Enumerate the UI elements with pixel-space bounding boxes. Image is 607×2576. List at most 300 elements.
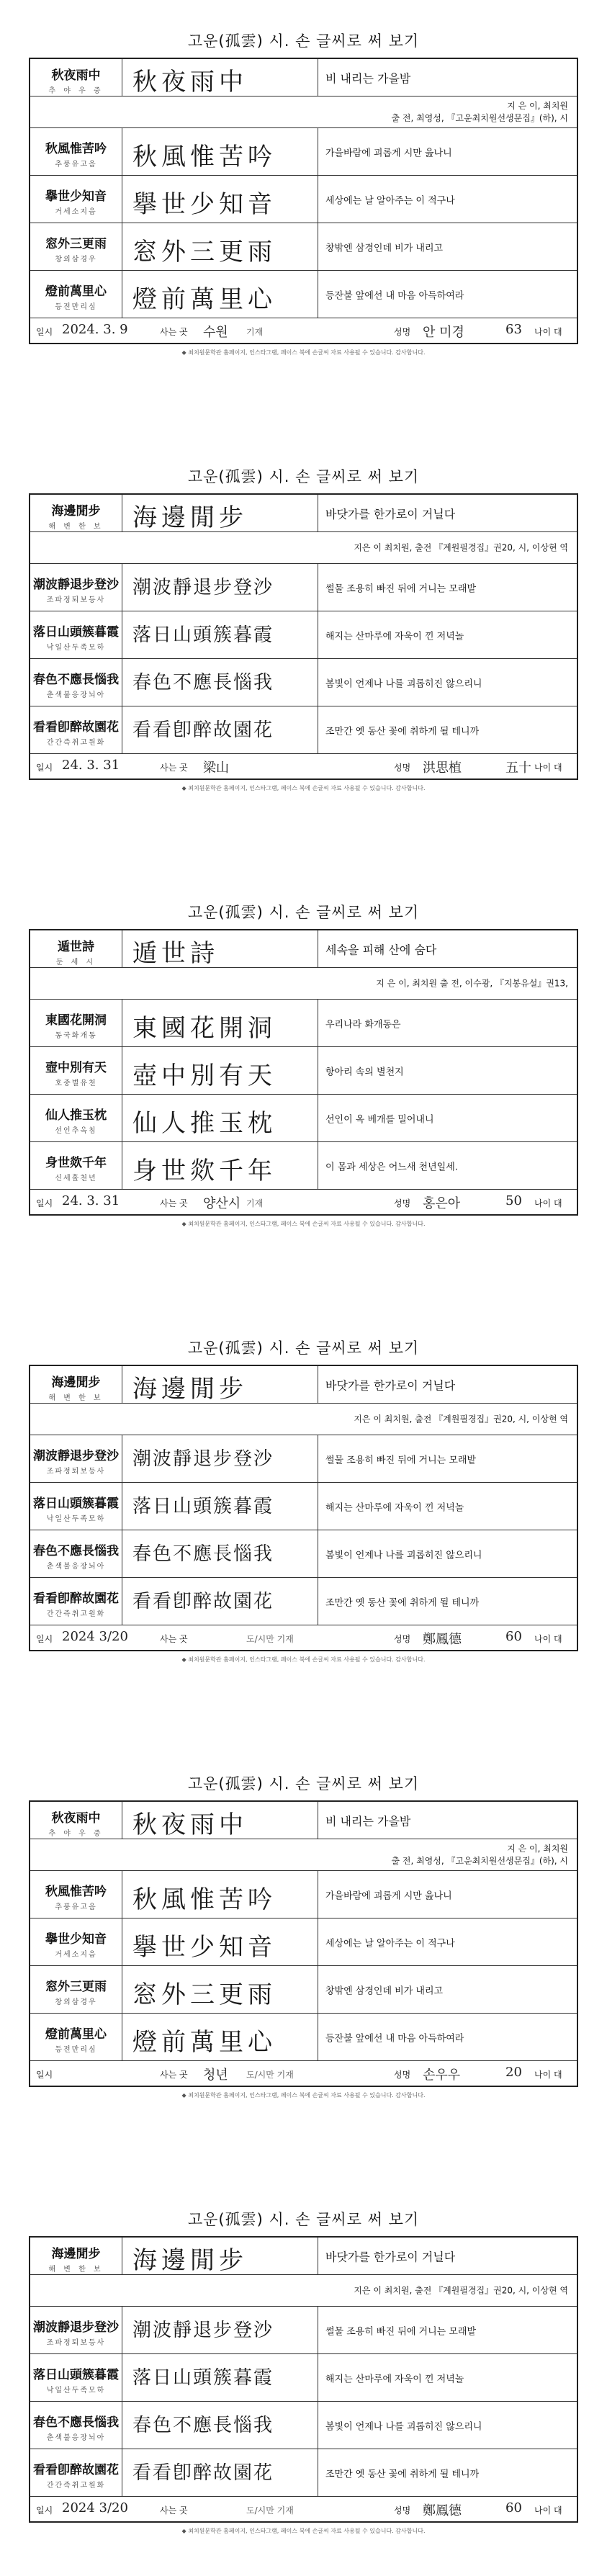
poem-title-reading: 추 야 우 중 bbox=[48, 87, 104, 95]
poem-title-row bbox=[30, 59, 577, 97]
poem-title-translation: 비 내리는 가을밤 bbox=[325, 1814, 411, 1828]
verse-reading: 추풍유고음 bbox=[55, 1903, 97, 1911]
date-value[interactable]: 2024 3/20 bbox=[62, 2500, 128, 2516]
verse-handwriting: 潮波靜退步登沙 bbox=[132, 577, 274, 598]
verse-handwriting-cell[interactable] bbox=[122, 1095, 318, 1141]
verse-translation: 해지는 산마루에 자욱이 낀 저녁놀 bbox=[325, 631, 464, 642]
verse-row bbox=[30, 2449, 577, 2497]
verse-hanja: 燈前萬里心 bbox=[45, 2027, 107, 2042]
name-label: 성명 bbox=[394, 327, 411, 337]
verse-hanja-cell bbox=[30, 1871, 122, 1918]
date-label: 일시 bbox=[36, 2505, 53, 2516]
verse-row bbox=[30, 1000, 577, 1047]
verse-handwriting: 壺中別有天 bbox=[132, 1062, 276, 1090]
verse-translation-cell bbox=[318, 1918, 577, 1965]
poem-title-reading: 해 변 한 보 bbox=[48, 523, 104, 531]
verse-reading: 간간즉취고원화 bbox=[46, 739, 106, 747]
name-value[interactable]: 洪思植 bbox=[423, 760, 462, 776]
verse-hanja-cell bbox=[30, 1918, 122, 1965]
source-row bbox=[30, 97, 577, 128]
verse-translation: 썰물 조용히 빠진 뒤에 거니는 모래밭 bbox=[325, 2326, 477, 2337]
poem-title-row bbox=[30, 2238, 577, 2275]
verse-hanja: 春色不應長惱我 bbox=[33, 673, 119, 687]
poem-title-hanja: 海邊閒步 bbox=[51, 1375, 101, 1390]
verse-hanja-cell bbox=[30, 176, 122, 223]
verse-reading: 조파정퇴보등사 bbox=[46, 596, 106, 604]
place-label: 사는 곳 bbox=[160, 1198, 188, 1208]
verse-hanja: 落日山頭簇暮霞 bbox=[33, 2368, 119, 2382]
verse-translation-cell bbox=[318, 659, 577, 706]
verse-translation-cell bbox=[318, 1435, 577, 1482]
poem-title-hanja-cell bbox=[30, 495, 122, 531]
verse-hanja-cell bbox=[30, 1530, 122, 1577]
poem-source bbox=[354, 1413, 568, 1425]
poem-title-hanja: 秋夜雨中 bbox=[51, 68, 101, 83]
verse-row bbox=[30, 271, 577, 318]
verse-hanja: 看看卽醉故園花 bbox=[33, 2463, 119, 2477]
place-hint: 도/시만 기재 bbox=[246, 1634, 294, 1644]
name-value[interactable]: 鄭鳳德 bbox=[423, 1632, 462, 1647]
poem-title-row bbox=[30, 495, 577, 532]
age-value[interactable]: 63 bbox=[505, 322, 522, 337]
verse-handwriting-cell[interactable] bbox=[122, 1966, 318, 2013]
verse-hanja: 潮波靜退步登沙 bbox=[33, 1449, 119, 1463]
sheet-title: 고운(孤雲) 시. 손 글씨로 써 보기 bbox=[187, 1775, 420, 1792]
age-value[interactable]: 50 bbox=[505, 1193, 522, 1208]
poem-source bbox=[354, 542, 568, 554]
verse-reading: 간간즉취고원화 bbox=[46, 1610, 106, 1618]
poem-source bbox=[391, 1843, 568, 1867]
verse-handwriting-cell[interactable] bbox=[122, 271, 318, 318]
verse-reading: 낙일산두족모하 bbox=[46, 644, 106, 652]
verse-row bbox=[30, 2307, 577, 2354]
verse-hanja-cell bbox=[30, 2354, 122, 2401]
age-label: 나이 대 bbox=[534, 1634, 562, 1644]
verse-handwriting-cell[interactable] bbox=[122, 2014, 318, 2060]
verse-handwriting: 秋風惟苦吟 bbox=[132, 143, 276, 171]
verse-translation-cell bbox=[318, 706, 577, 753]
poem-title-row bbox=[30, 1802, 577, 1839]
verse-translation: 봄빛이 언제나 나를 괴롭히진 않으리니 bbox=[325, 2421, 482, 2432]
verse-translation-cell bbox=[318, 128, 577, 175]
verse-reading: 춘색불응장뇌아 bbox=[46, 2434, 106, 2442]
verse-handwriting: 東國花開洞 bbox=[132, 1014, 276, 1043]
verse-translation-cell bbox=[318, 2402, 577, 2449]
verse-row bbox=[30, 1435, 577, 1483]
sheet-title: 고운(孤雲) 시. 손 글씨로 써 보기 bbox=[187, 904, 420, 921]
verse-translation: 조만간 옛 동산 꽃에 취하게 될 테니까 bbox=[325, 726, 480, 737]
poem-title-translation-cell bbox=[318, 1802, 577, 1839]
place-label: 사는 곳 bbox=[160, 327, 188, 337]
sheet-title: 고운(孤雲) 시. 손 글씨로 써 보기 bbox=[187, 468, 420, 485]
place-value[interactable]: 청년 bbox=[203, 2068, 228, 2083]
poem-title-hanja-cell bbox=[30, 59, 122, 96]
sheet-title: 고운(孤雲) 시. 손 글씨로 써 보기 bbox=[187, 2211, 420, 2228]
verse-hanja-cell bbox=[30, 1435, 122, 1482]
verse-row bbox=[30, 2354, 577, 2402]
age-value[interactable]: 60 bbox=[505, 2500, 522, 2516]
place-value[interactable]: 양산시 bbox=[203, 1196, 241, 1211]
verse-hanja: 壺中別有天 bbox=[45, 1061, 107, 1075]
poem-title-hanja-cell bbox=[30, 1366, 122, 1403]
verse-translation: 해지는 산마루에 자욱이 낀 저녁놀 bbox=[325, 1502, 464, 1513]
verse-handwriting-cell[interactable] bbox=[122, 1142, 318, 1189]
sheet-grid bbox=[29, 493, 578, 780]
verse-translation: 썰물 조용히 빠진 뒤에 거니는 모래밭 bbox=[325, 583, 477, 594]
verse-row bbox=[30, 1918, 577, 1966]
verse-reading: 추풍유고음 bbox=[55, 161, 97, 169]
verse-handwriting-cell[interactable] bbox=[122, 1578, 318, 1625]
name-value[interactable]: 홍은아 bbox=[423, 1196, 461, 1211]
poem-title-hanja: 遁世詩 bbox=[58, 940, 94, 954]
verse-handwriting: 窓外三更雨 bbox=[132, 1980, 276, 2009]
verse-row bbox=[30, 176, 577, 223]
verse-row bbox=[30, 1142, 577, 1190]
verse-translation: 가을바람에 괴롭게 시만 읊나니 bbox=[325, 148, 452, 158]
poem-title-handwriting-cell[interactable] bbox=[122, 2238, 318, 2274]
verse-handwriting-cell[interactable] bbox=[122, 1530, 318, 1577]
verse-hanja-cell bbox=[30, 564, 122, 611]
verse-translation: 조만간 옛 동산 꽃에 취하게 될 테니까 bbox=[325, 1597, 480, 1608]
poem-title-handwriting-cell[interactable] bbox=[122, 1802, 318, 1839]
verse-hanja: 燈前萬里心 bbox=[45, 284, 107, 299]
place-value[interactable]: 梁山 bbox=[203, 760, 229, 776]
verse-handwriting: 看看卽醉故園花 bbox=[132, 1591, 274, 1612]
verse-handwriting: 仙人推玉枕 bbox=[132, 1109, 276, 1138]
verse-handwriting: 落日山頭簇暮霞 bbox=[132, 2367, 274, 2389]
verse-handwriting-cell[interactable] bbox=[122, 564, 318, 611]
verse-translation: 선인이 옥 베개를 밀어내니 bbox=[325, 1114, 434, 1125]
verse-hanja-cell bbox=[30, 271, 122, 318]
poem-title-handwriting-cell[interactable] bbox=[122, 59, 318, 96]
name-label: 성명 bbox=[394, 1634, 411, 1644]
verse-hanja-cell bbox=[30, 1047, 122, 1094]
source-line: 출 전, 최영성, 『고운최치원선생문집』(하), 시 bbox=[391, 1855, 568, 1866]
source-row bbox=[30, 968, 577, 1000]
date-value[interactable]: 2024 3/20 bbox=[62, 1629, 128, 1644]
verse-hanja: 窓外三更雨 bbox=[45, 237, 107, 251]
verse-translation-cell bbox=[318, 1095, 577, 1141]
verse-row bbox=[30, 706, 577, 754]
verse-translation: 세상에는 날 알아주는 이 적구나 bbox=[325, 1938, 455, 1949]
poem-title-hanja-cell bbox=[30, 2238, 122, 2274]
verse-handwriting-cell[interactable] bbox=[122, 611, 318, 658]
verse-hanja: 東國花開洞 bbox=[45, 1013, 107, 1028]
usage-note: ◆ 최치원문학관 홈페이지, 인스타그램, 페이스 북에 손글씨 자료 사용될 수 있습니다. 감사합니다. bbox=[29, 2091, 578, 2099]
source-line: 지은 이 최치원, 출전 『계원필경집』권20, 시, 이상현 역 bbox=[354, 2285, 568, 2295]
name-label: 성명 bbox=[394, 2070, 411, 2080]
usage-note: ◆ 최치원문학관 홈페이지, 인스타그램, 페이스 북에 손글씨 자료 사용될 수 있습니다. 감사합니다. bbox=[29, 1220, 578, 1228]
verse-translation-cell bbox=[318, 2307, 577, 2353]
verse-translation-cell bbox=[318, 1871, 577, 1918]
sheet-grid bbox=[29, 2236, 578, 2523]
verse-translation: 항아리 속의 별천지 bbox=[325, 1067, 404, 1077]
verse-row bbox=[30, 1483, 577, 1530]
verse-handwriting-cell[interactable] bbox=[122, 2402, 318, 2449]
verse-handwriting-cell[interactable] bbox=[122, 1000, 318, 1046]
age-label: 나이 대 bbox=[534, 1198, 562, 1208]
verse-translation-cell bbox=[318, 1142, 577, 1189]
verse-translation-cell bbox=[318, 2449, 577, 2496]
verse-translation-cell bbox=[318, 564, 577, 611]
place-hint: 기재 bbox=[246, 327, 264, 337]
date-label: 일시 bbox=[36, 763, 53, 773]
source-line: 지은 이 최치원, 출전 『계원필경집』권20, 시, 이상현 역 bbox=[354, 542, 568, 552]
poem-title-handwriting: 遁世詩 bbox=[132, 939, 219, 968]
source-line: 지 은 이, 최치원 bbox=[507, 1843, 568, 1854]
age-value[interactable]: 60 bbox=[505, 1629, 522, 1644]
verse-reading: 창외삼경우 bbox=[55, 1998, 97, 2006]
verse-reading: 조파정퇴보등사 bbox=[46, 2339, 106, 2347]
verse-reading: 등전만리심 bbox=[55, 303, 97, 311]
verse-handwriting: 春色不應長惱我 bbox=[132, 672, 274, 694]
verse-hanja: 擧世少知音 bbox=[45, 189, 107, 204]
verse-row bbox=[30, 1578, 577, 1625]
verse-hanja-cell bbox=[30, 2449, 122, 2496]
verse-row bbox=[30, 1966, 577, 2014]
verse-translation: 조만간 옛 동산 꽃에 취하게 될 테니까 bbox=[325, 2469, 480, 2479]
sheet-footer bbox=[30, 2060, 577, 2086]
verse-hanja-cell bbox=[30, 223, 122, 270]
verse-hanja-cell bbox=[30, 1095, 122, 1141]
poem-title-handwriting: 海邊閒步 bbox=[132, 2246, 248, 2275]
name-value[interactable]: 안 미경 bbox=[423, 325, 464, 340]
poem-title-reading: 해 변 한 보 bbox=[48, 1394, 104, 1402]
date-value[interactable]: 24. 3. 31 bbox=[62, 758, 120, 773]
poem-title-handwriting-cell[interactable] bbox=[122, 495, 318, 531]
date-value[interactable]: 24. 3. 31 bbox=[62, 1193, 120, 1208]
verse-handwriting: 身世欻千年 bbox=[132, 1157, 276, 1185]
verse-row bbox=[30, 128, 577, 176]
verse-translation-cell bbox=[318, 176, 577, 223]
poem-title-translation: 바닷가를 한가로이 거닐다 bbox=[325, 1378, 456, 1392]
name-label: 성명 bbox=[394, 763, 411, 773]
poem-title-translation-cell bbox=[318, 495, 577, 531]
verse-translation-cell bbox=[318, 1578, 577, 1625]
age-value[interactable]: 20 bbox=[505, 2065, 522, 2080]
verse-translation: 등잔불 앞에선 내 마음 아득하여라 bbox=[325, 2033, 464, 2044]
poem-title-translation-cell bbox=[318, 1366, 577, 1403]
verse-hanja-cell bbox=[30, 2014, 122, 2060]
poem-title-hanja: 海邊閒步 bbox=[51, 2247, 101, 2261]
poem-title-handwriting-cell[interactable] bbox=[122, 930, 318, 967]
verse-handwriting-cell[interactable] bbox=[122, 1871, 318, 1918]
sheet-footer bbox=[30, 1189, 577, 1214]
verse-translation: 봄빛이 언제나 나를 괴롭히진 않으리니 bbox=[325, 678, 482, 689]
verse-translation: 우리나라 화개동은 bbox=[325, 1019, 401, 1030]
verse-row bbox=[30, 2014, 577, 2061]
verse-handwriting-cell[interactable] bbox=[122, 1483, 318, 1530]
date-label: 일시 bbox=[36, 327, 53, 337]
verse-hanja-cell bbox=[30, 2307, 122, 2353]
verse-reading: 간간즉취고원화 bbox=[46, 2482, 106, 2490]
poem-title-reading: 둔 세 시 bbox=[55, 959, 96, 966]
verse-hanja: 秋風惟苦吟 bbox=[45, 1885, 107, 1899]
verse-row bbox=[30, 1047, 577, 1095]
sheet-title: 고운(孤雲) 시. 손 글씨로 써 보기 bbox=[187, 32, 420, 50]
verse-hanja-cell bbox=[30, 1483, 122, 1530]
verse-translation: 해지는 산마루에 자욱이 낀 저녁놀 bbox=[325, 2374, 464, 2384]
place-label: 사는 곳 bbox=[160, 1634, 188, 1644]
verse-hanja: 仙人推玉枕 bbox=[45, 1108, 107, 1123]
verse-hanja-cell bbox=[30, 128, 122, 175]
verse-translation-cell bbox=[318, 1530, 577, 1577]
verse-hanja: 春色不應長惱我 bbox=[33, 1544, 119, 1558]
sheet-grid bbox=[29, 58, 578, 344]
verse-hanja: 春色不應長惱我 bbox=[33, 2415, 119, 2430]
verse-hanja: 秋風惟苦吟 bbox=[45, 142, 107, 156]
place-hint: 도/시만 기재 bbox=[246, 2505, 294, 2516]
name-label: 성명 bbox=[394, 2505, 411, 2516]
verse-hanja: 看看卽醉故園花 bbox=[33, 720, 119, 735]
age-label: 나이 대 bbox=[534, 2505, 562, 2516]
sheet-footer bbox=[30, 2496, 577, 2521]
sheet-footer bbox=[30, 753, 577, 778]
poem-title-handwriting-cell[interactable] bbox=[122, 1366, 318, 1403]
verse-reading: 낙일산두족모하 bbox=[46, 1515, 106, 1523]
place-hint: 기재 bbox=[246, 1198, 264, 1208]
usage-note: ◆ 최치원문학관 홈페이지, 인스타그램, 페이스 북에 손글씨 자료 사용될 수 있습니다. 감사합니다. bbox=[29, 784, 578, 792]
verse-handwriting: 春色不應長惱我 bbox=[132, 2415, 274, 2436]
verse-row bbox=[30, 223, 577, 271]
age-label: 나이 대 bbox=[534, 2070, 562, 2080]
poem-title-translation-cell bbox=[318, 2238, 577, 2274]
sheet-grid bbox=[29, 1365, 578, 1651]
age-value[interactable]: 五十 bbox=[505, 760, 531, 776]
verse-row bbox=[30, 611, 577, 659]
verse-hanja: 潮波靜退步登沙 bbox=[33, 578, 119, 592]
verse-reading: 동국화개동 bbox=[55, 1032, 97, 1040]
verse-reading: 거세소지음 bbox=[55, 1951, 97, 1959]
place-label: 사는 곳 bbox=[160, 763, 188, 773]
verse-handwriting-cell[interactable] bbox=[122, 1918, 318, 1965]
poem-title-hanja: 秋夜雨中 bbox=[51, 1811, 101, 1826]
verse-row bbox=[30, 659, 577, 706]
verse-translation: 썰물 조용히 빠진 뒤에 거니는 모래밭 bbox=[325, 1455, 477, 1466]
verse-handwriting: 潮波靜退步登沙 bbox=[132, 2320, 274, 2341]
sheet-grid bbox=[29, 1800, 578, 2087]
source-line: 출 전, 최영성, 『고운최치원선생문집』(하), 시 bbox=[391, 112, 568, 123]
date-value[interactable]: 2024. 3. 9 bbox=[62, 322, 128, 337]
verse-translation-cell bbox=[318, 223, 577, 270]
date-label: 일시 bbox=[36, 2070, 53, 2080]
poem-source bbox=[391, 100, 568, 125]
date-label: 일시 bbox=[36, 1198, 53, 1208]
verse-hanja-cell bbox=[30, 1578, 122, 1625]
poem-title-reading: 추 야 우 중 bbox=[48, 1830, 104, 1838]
poem-title-reading: 해 변 한 보 bbox=[48, 2266, 104, 2274]
source-line: 지 은 이, 최치원 출 전, 이수광, 『지봉유설』권13, bbox=[376, 978, 568, 988]
verse-translation: 가을바람에 괴롭게 시만 읊나니 bbox=[325, 1890, 452, 1901]
place-label: 사는 곳 bbox=[160, 2070, 188, 2080]
verse-reading: 선인추옥침 bbox=[55, 1127, 97, 1135]
sheet-footer bbox=[30, 1625, 577, 1650]
verse-handwriting: 窓外三更雨 bbox=[132, 238, 276, 266]
verse-row bbox=[30, 564, 577, 611]
poem-title-translation: 세속을 피해 산에 숨다 bbox=[325, 943, 437, 956]
verse-translation-cell bbox=[318, 2014, 577, 2060]
poem-source bbox=[354, 2284, 568, 2297]
verse-handwriting-cell[interactable] bbox=[122, 706, 318, 753]
verse-hanja-cell bbox=[30, 1000, 122, 1046]
source-row bbox=[30, 1404, 577, 1435]
poem-title-translation-cell bbox=[318, 930, 577, 967]
place-hint: 도/시만 기재 bbox=[246, 2070, 294, 2080]
poem-title-hanja: 海邊閒步 bbox=[51, 504, 101, 519]
verse-handwriting: 看看卽醉故園花 bbox=[132, 2462, 274, 2484]
verse-translation: 봄빛이 언제나 나를 괴롭히진 않으리니 bbox=[325, 1550, 482, 1561]
verse-handwriting: 看看卽醉故園花 bbox=[132, 719, 274, 741]
verse-handwriting-cell[interactable] bbox=[122, 659, 318, 706]
poem-title-row bbox=[30, 930, 577, 968]
sheet-title: 고운(孤雲) 시. 손 글씨로 써 보기 bbox=[187, 1339, 420, 1357]
verse-handwriting-cell[interactable] bbox=[122, 2449, 318, 2496]
verse-translation-cell bbox=[318, 1966, 577, 2013]
verse-translation: 이 몸과 세상은 어느새 천년일세. bbox=[325, 1162, 458, 1172]
verse-reading: 등전만리심 bbox=[55, 2046, 97, 2054]
usage-note: ◆ 최치원문학관 홈페이지, 인스타그램, 페이스 북에 손글씨 자료 사용될 수 있습니다. 감사합니다. bbox=[29, 349, 578, 356]
verse-hanja: 看看卽醉故園花 bbox=[33, 1592, 119, 1606]
verse-reading: 호중별유천 bbox=[55, 1080, 97, 1087]
poem-title-handwriting: 秋夜雨中 bbox=[132, 1810, 248, 1839]
name-value[interactable]: 손우우 bbox=[423, 2068, 461, 2083]
verse-hanja-cell bbox=[30, 706, 122, 753]
verse-reading: 거세소지음 bbox=[55, 208, 97, 216]
poem-title-translation: 바닷가를 한가로이 거닐다 bbox=[325, 2250, 456, 2263]
verse-hanja: 落日山頭簇暮霞 bbox=[33, 625, 119, 639]
verse-translation-cell bbox=[318, 1000, 577, 1046]
poem-title-translation: 바닷가를 한가로이 거닐다 bbox=[325, 507, 456, 521]
verse-hanja-cell bbox=[30, 659, 122, 706]
verse-translation-cell bbox=[318, 2354, 577, 2401]
verse-reading: 조파정퇴보등사 bbox=[46, 1468, 106, 1476]
verse-handwriting-cell[interactable] bbox=[122, 1047, 318, 1094]
poem-title-handwriting: 海邊閒步 bbox=[132, 503, 248, 532]
verse-handwriting-cell[interactable] bbox=[122, 2307, 318, 2353]
verse-translation-cell bbox=[318, 1483, 577, 1530]
usage-note: ◆ 최치원문학관 홈페이지, 인스타그램, 페이스 북에 손글씨 자료 사용될 수 있습니다. 감사합니다. bbox=[29, 2527, 578, 2535]
verse-reading: 낙일산두족모하 bbox=[46, 2387, 106, 2395]
source-line: 지 은 이, 최치원 bbox=[507, 100, 568, 111]
verse-handwriting: 春色不應長惱我 bbox=[132, 1543, 274, 1565]
verse-translation: 창밖엔 삼경인데 비가 내리고 bbox=[325, 243, 444, 253]
verse-row bbox=[30, 1871, 577, 1918]
age-label: 나이 대 bbox=[534, 327, 562, 337]
source-row bbox=[30, 532, 577, 564]
verse-translation-cell bbox=[318, 611, 577, 658]
poem-title-hanja-cell bbox=[30, 1802, 122, 1839]
place-value[interactable]: 수원 bbox=[203, 325, 228, 340]
verse-handwriting-cell[interactable] bbox=[122, 128, 318, 175]
verse-handwriting-cell[interactable] bbox=[122, 1435, 318, 1482]
verse-translation: 세상에는 날 알아주는 이 적구나 bbox=[325, 195, 455, 206]
verse-handwriting-cell[interactable] bbox=[122, 2354, 318, 2401]
verse-handwriting-cell[interactable] bbox=[122, 176, 318, 223]
verse-handwriting: 燈前萬里心 bbox=[132, 2028, 276, 2057]
verse-translation: 창밖엔 삼경인데 비가 내리고 bbox=[325, 1985, 444, 1996]
verse-handwriting-cell[interactable] bbox=[122, 223, 318, 270]
verse-hanja-cell bbox=[30, 1966, 122, 2013]
poem-title-translation: 비 내리는 가을밤 bbox=[325, 71, 411, 85]
date-label: 일시 bbox=[36, 1634, 53, 1644]
verse-reading: 춘색불응장뇌아 bbox=[46, 1563, 106, 1571]
name-label: 성명 bbox=[394, 1198, 411, 1208]
verse-hanja-cell bbox=[30, 2402, 122, 2449]
name-value[interactable]: 鄭鳳德 bbox=[423, 2503, 462, 2518]
usage-note: ◆ 최치원문학관 홈페이지, 인스타그램, 페이스 북에 손글씨 자료 사용될 수 있습니다. 감사합니다. bbox=[29, 1656, 578, 1664]
verse-hanja: 潮波靜退步登沙 bbox=[33, 2320, 119, 2335]
verse-hanja: 落日山頭簇暮霞 bbox=[33, 1496, 119, 1511]
